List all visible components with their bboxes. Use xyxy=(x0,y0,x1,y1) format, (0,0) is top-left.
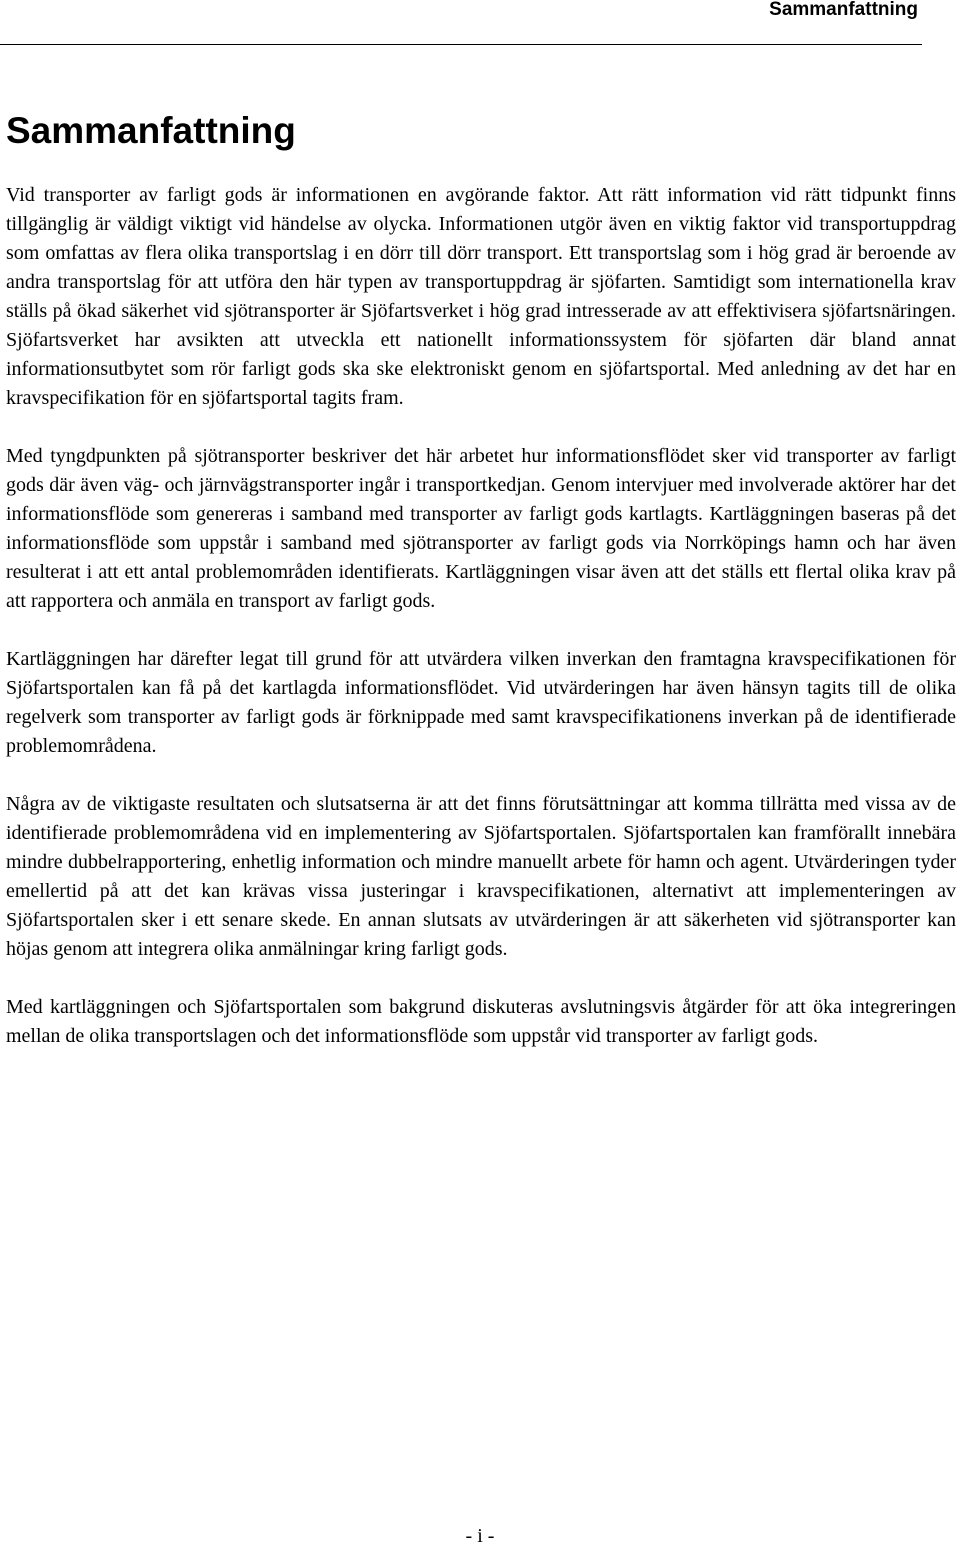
header-divider xyxy=(0,44,922,45)
paragraph-1: Vid transporter av farligt gods är informationen en avgörande faktor. Att rätt information vid rätt tidpunkt finns tillgänglig är väldigt viktigt vid händelse av olycka. Informationen utgör även en viktig faktor vid transportuppdrag som omfattas av flera olika transportslag i en dörr till dörr transport. Ett transportslag som i hög grad är beroende av andra transportslag för att utföra den här typen av transportuppdrag är sjöfarten. Samtidigt som internationella krav ställs på ökad säkerhet vid sjötransporter är Sjöfartsverket i hög grad intresserade av att effektivisera sjöfartsnäringen. Sjöfartsverket har avsikten att utveckla ett nationellt informationssystem för sjöfarten där bland annat informationsutbytet som rör farligt gods ska ske elektroniskt genom en sjöfartsportal. Med anledning av det har en kravspecifikation för en sjöfartsportal tagits fram. xyxy=(6,184,956,409)
paragraph-4: Några av de viktigaste resultaten och slutsatserna är att det finns förutsättningar att komma tillrätta med vissa av de identifierade problemområdena vid en implementering av Sjöfartsportalen. Sjöfartsportalen kan framförallt innebära mindre dubbelrapportering, enhetlig information och mindre manuellt arbete för hamn och agent. Utvärderingen tyder emellertid på att det kan krävas vissa justeringar i kravspecifikationen, alternativt att implementeringen av Sjöfartsportalen sker i ett senare skede. En annan slutsats av utvärderingen är att säkerheten vid sjötransporter kan höjas genom att integrera olika anmälningar kring farligt gods. xyxy=(6,793,956,960)
paragraph-5: Med kartläggningen och Sjöfartsportalen som bakgrund diskuteras avslutningsvis åtgärder för att öka integreringen mellan de olika transportslagen och det informationsflöde som uppstår vid transporter av farligt gods. xyxy=(6,996,956,1047)
page-number: - i - xyxy=(465,1525,495,1547)
summary-body xyxy=(6,181,956,1080)
paragraph-3: Kartläggningen har därefter legat till grund för att utvärdera vilken inverkan den framtagna kravspecifikationen för Sjöfartsportalen kan få på det kartlagda informationsflödet. Vid utvärderingen har även hänsyn tagits till de olika regelverk som transporter av farligt gods är förknippade med samt kravspecifikationens inverkan på de identifierade problemområdena. xyxy=(6,648,956,757)
running-header: Sammanfattning xyxy=(769,0,918,20)
page-title: Sammanfattning xyxy=(6,110,296,151)
paragraph-2: Med tyngdpunkten på sjötransporter beskriver det här arbetet hur informationsflödet sker vid transporter av farligt gods där även väg- och järnvägstransporter ingår i transportkedjan. Genom intervjuer med involverade aktörer har det informationsflöde som genereras i samband med transporter av farligt gods kartlagts. Kartläggningen baseras på det informationsflöde som uppstår i samband med sjötransporter av farligt gods via Norrköpings hamn och har även resulterat i att ett antal problemområden identifierats. Kartläggningen visar även att det ställs ett flertal olika krav på att rapportera och anmäla en transport av farligt gods. xyxy=(6,445,956,612)
